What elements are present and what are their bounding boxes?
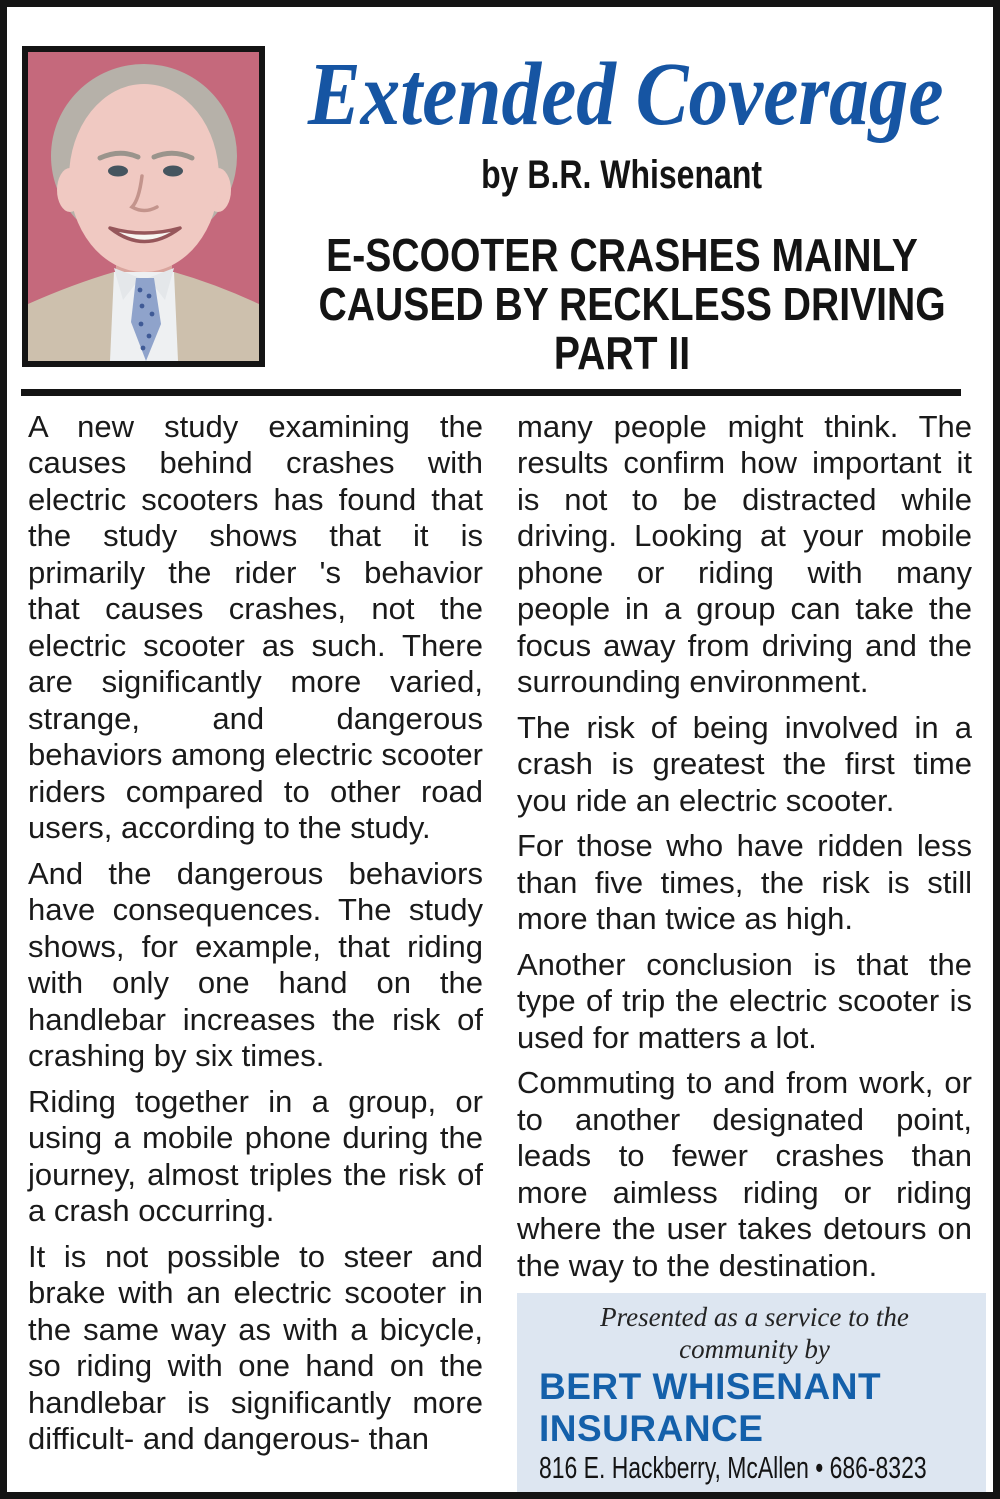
header — [7, 7, 993, 378]
article-left-column — [28, 409, 483, 1496]
paragraph: For those who have ridden less than five times, the risk is still more than twice as high. — [517, 828, 972, 936]
article-headline — [265, 228, 979, 379]
paragraph: Commuting to and from work, or to another designated point, leads to fewer crashes than more aimless riding or riding where the user takes detours on the way to the destination. — [517, 1065, 972, 1283]
paragraph: It is not possible to steer and brake with an electric scooter in the same way as with a bicycle, so riding with one hand on the handlebar is significantly more difficult- and dangerous- than — [28, 1238, 483, 1456]
article-body — [7, 405, 993, 1496]
sponsor-box — [517, 1293, 986, 1495]
byline — [265, 153, 979, 197]
face — [69, 84, 219, 272]
sponsor-name-line-2: INSURANCE — [539, 1408, 764, 1449]
paragraph: And the dangerous behaviors have consequences. The study shows, for example, that riding with only one hand on the handlebar increases the risk of crashing by six times. — [28, 855, 483, 1073]
divider-rule — [21, 389, 961, 396]
sponsor-tagline: Presented as a service to the community by — [600, 1302, 909, 1364]
header-text-block — [265, 46, 979, 378]
paragraph: The risk of being involved in a crash is greatest the first time you ride an electric scooter. — [517, 709, 972, 818]
sponsor-name-line-1: BERT WHISENANT — [539, 1366, 882, 1407]
left-eye — [108, 166, 128, 177]
author-photo-illustration — [28, 52, 259, 361]
paragraph: Another conclusion is that the type of trip the electric scooter is used for matters a lot. — [517, 946, 972, 1055]
sponsor-address: 816 E. Hackberry, McAllen • 686-8323 — [539, 1450, 927, 1485]
paragraph: many people might think. The results confirm how important it is not to be distracted while driving. Looking at your mobile phone or riding with many people in a group can take the focus away from driving and the surrounding environment. — [517, 408, 972, 699]
paragraph: A new study examining the causes behind crashes with electric scooters has found that the study shows that it is primarily the rider 's behavior that causes crashes, not the electric scooter as such. There are significantly more varied, strange, and dangerous behaviors among electric scooter riders compared to other road users, according to the study. — [28, 408, 483, 845]
paragraph: Riding together in a group, or using a mobile phone during the journey, almost triples the risk of a crash occurring. — [28, 1083, 483, 1228]
headline-line-3: PART II — [553, 326, 691, 379]
right-eye — [163, 166, 183, 177]
article-right-column — [517, 409, 972, 1496]
page-title: Extended Coverage — [307, 45, 944, 144]
headline-line-1: E-SCOOTER CRASHES MAINLY — [326, 228, 918, 281]
author-photo — [22, 46, 265, 367]
byline-text: by B.R. Whisenant — [481, 152, 763, 197]
headline-line-2: CAUSED BY RECKLESS DRIVING — [318, 277, 946, 330]
